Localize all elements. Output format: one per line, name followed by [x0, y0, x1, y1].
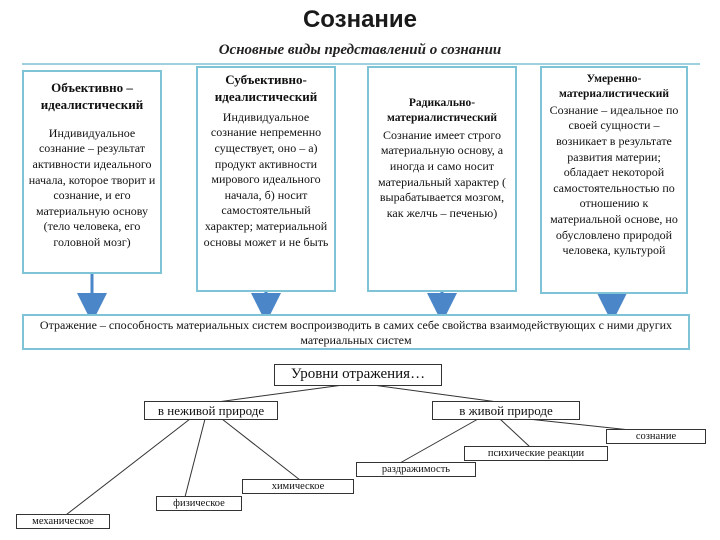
view-objective-idealist [22, 70, 162, 274]
inanimate-nature-node: в неживой природе [144, 401, 278, 420]
level-psychic-reactions: психические реакции [464, 446, 608, 461]
page-title: Сознание [302, 6, 418, 33]
page-subtitle: Основные виды представлений о сознании [218, 42, 502, 58]
view-heading: Умеренно-материалистический [558, 73, 669, 100]
view-subjective-idealist [196, 66, 336, 292]
view-heading: Радикально-материалистический [386, 97, 497, 124]
level-consciousness: сознание [606, 429, 706, 444]
level-physical: физическое [156, 496, 242, 511]
view-moderate-materialist [540, 66, 688, 294]
level-mechanical: механическое [16, 514, 110, 529]
view-radical-materialist [367, 66, 517, 292]
view-body: Сознание – идеальное по своей сущности – возникает в результате развития материи; обладает некоторой самостоятельностью по отношению к материальной основе, но обусловлено природой человека, культурой [549, 102, 679, 258]
view-body: Индивидуальное сознание непременно существует, оно – а) продукт активности мирового идеального начала, б) носит самостоятельный характер; материальной основы может и не быть [203, 109, 329, 249]
view-body: Индивидуальное сознание – результат активности идеального начала, которое творит и сознание, и его материальную основу (тело человека, его головной мозг) [28, 125, 156, 249]
reflection-definition: Отражение – способность материальных систем воспроизводить в самих себе свойства взаимодействующих с ними других материальных систем [22, 314, 690, 350]
animate-nature-node: в живой природе [432, 401, 580, 420]
levels-title: Уровни отражения… [274, 364, 442, 386]
level-chemical: химическое [242, 479, 354, 494]
level-irritability: раздражимость [356, 462, 476, 477]
view-heading: Субъективно-идеалистический [214, 72, 318, 104]
view-body: Сознание имеет строго материальную основу, а иногда и само носит материальный характер ( вырабатывается мозгом, как желчь – печенью) [377, 127, 507, 220]
view-heading: Объективно – идеалистический [40, 80, 144, 112]
